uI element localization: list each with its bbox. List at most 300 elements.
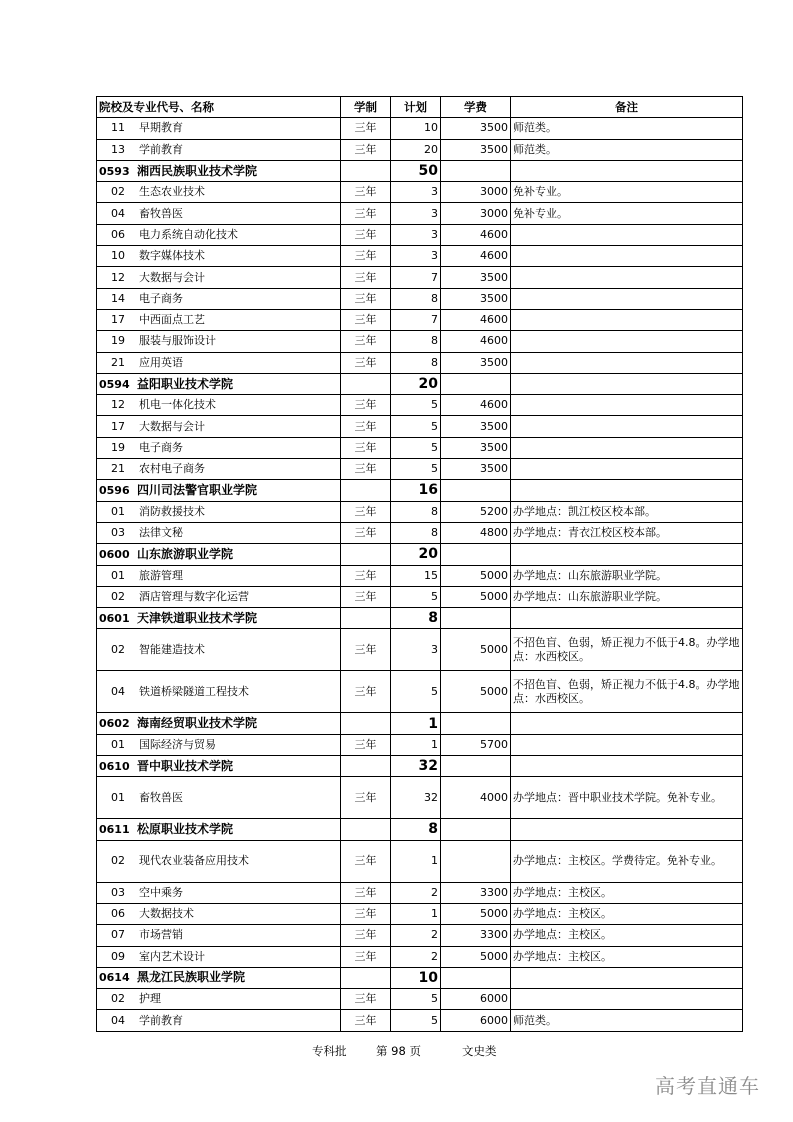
major-row (97, 522, 743, 543)
major-code: 12 (111, 270, 125, 284)
school-name-cell (97, 480, 341, 501)
major-row (97, 416, 743, 437)
major-code: 01 (111, 737, 125, 751)
plan-count-cell: 5 (391, 416, 441, 437)
tuition-cell: 3000 (441, 182, 511, 203)
major-name-cell (97, 671, 341, 713)
major-name-cell (97, 416, 341, 437)
tuition-cell: 4000 (441, 777, 511, 819)
duration-cell (341, 480, 391, 501)
major-code: 02 (111, 642, 125, 656)
remarks-cell (511, 352, 743, 373)
school-row (97, 819, 743, 840)
table-header-row (97, 97, 743, 118)
remarks-cell: 办学地点：主校区。 (511, 903, 743, 924)
school-name: 湘西民族职业技术学院 (137, 163, 258, 178)
major-name-cell (97, 903, 341, 924)
plan-count-cell: 5 (391, 1010, 441, 1031)
duration-cell (341, 160, 391, 181)
duration-cell: 三年 (341, 989, 391, 1010)
major-name: 酒店管理与数字化运营 (139, 589, 249, 603)
duration-cell: 三年 (341, 288, 391, 309)
major-row (97, 352, 743, 373)
duration-cell (341, 608, 391, 629)
plan-count-cell: 5 (391, 395, 441, 416)
school-code: 0601 (99, 611, 130, 625)
tuition-cell: 5000 (441, 946, 511, 967)
major-name-cell (97, 777, 341, 819)
plan-count-cell: 2 (391, 925, 441, 946)
major-code: 17 (111, 313, 125, 327)
remarks-cell (511, 989, 743, 1010)
duration-cell (341, 544, 391, 565)
duration-cell: 三年 (341, 139, 391, 160)
tuition-cell: 3500 (441, 267, 511, 288)
footer-batch: 专科批 (312, 1044, 347, 1058)
major-code: 04 (111, 684, 125, 698)
school-name-cell (97, 967, 341, 988)
plan-count-cell: 5 (391, 671, 441, 713)
plan-count-cell: 5 (391, 437, 441, 458)
major-name: 护理 (139, 992, 161, 1006)
major-row (97, 331, 743, 352)
duration-cell (341, 819, 391, 840)
tuition-cell (441, 544, 511, 565)
major-name-cell (97, 522, 341, 543)
remarks-cell (511, 713, 743, 734)
school-name: 天津铁道职业技术学院 (137, 610, 258, 625)
major-row (97, 288, 743, 309)
major-name-cell (97, 586, 341, 607)
major-name: 大数据与会计 (139, 270, 205, 284)
major-code: 10 (111, 249, 125, 263)
duration-cell: 三年 (341, 437, 391, 458)
remarks-cell (511, 459, 743, 480)
remarks-cell (511, 480, 743, 501)
major-name-cell (97, 734, 341, 755)
duration-cell (341, 756, 391, 777)
school-name: 山东旅游职业学院 (137, 546, 234, 561)
remarks-cell: 办学地点：山东旅游职业学院。 (511, 565, 743, 586)
remarks-cell: 办学地点：凯江校区校本部。 (511, 501, 743, 522)
major-row (97, 182, 743, 203)
major-row (97, 246, 743, 267)
tuition-cell: 3500 (441, 437, 511, 458)
duration-cell (341, 713, 391, 734)
remarks-cell (511, 224, 743, 245)
tuition-cell: 4600 (441, 395, 511, 416)
tuition-cell: 4600 (441, 331, 511, 352)
major-name-cell (97, 139, 341, 160)
remarks-cell (511, 967, 743, 988)
school-row (97, 756, 743, 777)
major-name-cell (97, 989, 341, 1010)
duration-cell: 三年 (341, 501, 391, 522)
remarks-cell: 办学地点：主校区。 (511, 925, 743, 946)
tuition-cell: 3500 (441, 288, 511, 309)
major-name-cell (97, 565, 341, 586)
major-code: 19 (111, 440, 125, 454)
major-code: 01 (111, 504, 125, 518)
major-code: 06 (111, 907, 125, 921)
plan-count-cell: 8 (391, 501, 441, 522)
duration-cell (341, 373, 391, 394)
major-row (97, 734, 743, 755)
school-name: 晋中职业技术学院 (137, 758, 234, 773)
plan-count-cell: 8 (391, 288, 441, 309)
major-name-cell (97, 288, 341, 309)
major-row (97, 267, 743, 288)
major-name: 智能建造技术 (139, 642, 205, 656)
plan-count-cell: 1 (391, 713, 441, 734)
duration-cell: 三年 (341, 459, 391, 480)
tuition-cell: 3500 (441, 118, 511, 139)
remarks-cell (511, 373, 743, 394)
plan-count-cell: 8 (391, 331, 441, 352)
tuition-cell: 3300 (441, 882, 511, 903)
remarks-cell (511, 819, 743, 840)
remarks-cell: 免补专业。 (511, 182, 743, 203)
remarks-cell (511, 331, 743, 352)
tuition-cell: 3500 (441, 459, 511, 480)
duration-cell: 三年 (341, 331, 391, 352)
tuition-cell (441, 480, 511, 501)
major-name-cell (97, 331, 341, 352)
school-row (97, 608, 743, 629)
duration-cell: 三年 (341, 1010, 391, 1031)
major-code: 01 (111, 568, 125, 582)
major-name: 电子商务 (139, 440, 183, 454)
plan-count-cell: 20 (391, 139, 441, 160)
duration-cell: 三年 (341, 629, 391, 671)
major-code: 07 (111, 928, 125, 942)
duration-cell: 三年 (341, 224, 391, 245)
duration-cell: 三年 (341, 882, 391, 903)
duration-cell: 三年 (341, 352, 391, 373)
major-row (97, 840, 743, 882)
duration-cell: 三年 (341, 903, 391, 924)
major-row (97, 309, 743, 330)
major-name: 消防救援技术 (139, 504, 205, 518)
remarks-cell (511, 288, 743, 309)
school-name: 黑龙江民族职业学院 (137, 970, 246, 985)
major-name: 电力系统自动化技术 (139, 227, 238, 241)
major-code: 03 (111, 526, 125, 540)
remarks-cell (511, 395, 743, 416)
major-name-cell (97, 946, 341, 967)
major-row (97, 565, 743, 586)
major-code: 21 (111, 462, 125, 476)
tuition-cell (441, 160, 511, 181)
plan-count-cell: 8 (391, 819, 441, 840)
major-name-cell (97, 395, 341, 416)
tuition-cell: 3500 (441, 139, 511, 160)
tuition-cell: 4600 (441, 246, 511, 267)
major-row (97, 203, 743, 224)
duration-cell: 三年 (341, 946, 391, 967)
tuition-cell: 6000 (441, 989, 511, 1010)
remarks-cell: 师范类。 (511, 1010, 743, 1031)
school-name-cell (97, 608, 341, 629)
major-code: 04 (111, 1013, 125, 1027)
duration-cell: 三年 (341, 267, 391, 288)
major-name: 机电一体化技术 (139, 398, 216, 412)
tuition-cell: 5000 (441, 629, 511, 671)
table-body (97, 118, 743, 1031)
major-row (97, 903, 743, 924)
plan-count-cell: 3 (391, 629, 441, 671)
major-code: 02 (111, 854, 125, 868)
plan-count-cell: 16 (391, 480, 441, 501)
major-row (97, 459, 743, 480)
tuition-cell (441, 713, 511, 734)
major-row (97, 139, 743, 160)
plan-count-cell: 7 (391, 309, 441, 330)
plan-count-cell: 3 (391, 182, 441, 203)
header-remarks: 备注 (511, 97, 743, 118)
duration-cell: 三年 (341, 416, 391, 437)
tuition-cell: 5000 (441, 903, 511, 924)
plan-count-cell: 8 (391, 608, 441, 629)
remarks-cell (511, 756, 743, 777)
tuition-cell: 3000 (441, 203, 511, 224)
duration-cell: 三年 (341, 395, 391, 416)
plan-count-cell: 3 (391, 203, 441, 224)
school-name-cell (97, 373, 341, 394)
plan-count-cell: 20 (391, 544, 441, 565)
major-code: 03 (111, 885, 125, 899)
major-name-cell (97, 182, 341, 203)
major-name: 数字媒体技术 (139, 249, 205, 263)
major-row (97, 395, 743, 416)
duration-cell: 三年 (341, 203, 391, 224)
tuition-cell: 5000 (441, 586, 511, 607)
tuition-cell (441, 840, 511, 882)
remarks-cell: 办学地点：山东旅游职业学院。 (511, 586, 743, 607)
watermark: 高考直通车 (655, 1074, 760, 1098)
plan-count-cell: 5 (391, 989, 441, 1010)
major-name-cell (97, 459, 341, 480)
major-name-cell (97, 629, 341, 671)
duration-cell: 三年 (341, 522, 391, 543)
major-name: 旅游管理 (139, 568, 183, 582)
plan-count-cell: 15 (391, 565, 441, 586)
major-code: 02 (111, 185, 125, 199)
major-row (97, 882, 743, 903)
header-tuition: 学费 (441, 97, 511, 118)
school-code: 0600 (99, 547, 130, 561)
major-row (97, 946, 743, 967)
duration-cell: 三年 (341, 118, 391, 139)
school-name: 益阳职业技术学院 (137, 376, 234, 391)
remarks-cell (511, 437, 743, 458)
major-name: 现代农业装备应用技术 (139, 854, 249, 868)
tuition-cell (441, 819, 511, 840)
major-name-cell (97, 224, 341, 245)
major-name: 应用英语 (139, 355, 183, 369)
school-name-cell (97, 756, 341, 777)
tuition-cell: 4600 (441, 224, 511, 245)
header-duration: 学制 (341, 97, 391, 118)
major-name-cell (97, 246, 341, 267)
major-name: 生态农业技术 (139, 185, 205, 199)
admission-plan-table (96, 96, 743, 1032)
major-row (97, 437, 743, 458)
major-name-cell (97, 309, 341, 330)
major-row (97, 777, 743, 819)
tuition-cell: 6000 (441, 1010, 511, 1031)
school-name: 四川司法警官职业学院 (137, 482, 258, 497)
major-name: 早期教育 (139, 121, 183, 135)
major-name-cell (97, 1010, 341, 1031)
duration-cell (341, 967, 391, 988)
major-name-cell (97, 882, 341, 903)
remarks-cell (511, 416, 743, 437)
major-code: 01 (111, 790, 125, 804)
duration-cell: 三年 (341, 671, 391, 713)
school-row (97, 480, 743, 501)
tuition-cell: 5200 (441, 501, 511, 522)
footer-category: 文史类 (462, 1044, 497, 1058)
major-name-cell (97, 203, 341, 224)
remarks-cell (511, 309, 743, 330)
major-name: 畜牧兽医 (139, 206, 183, 220)
school-row (97, 967, 743, 988)
major-row (97, 989, 743, 1010)
plan-count-cell: 7 (391, 267, 441, 288)
major-name: 国际经济与贸易 (139, 737, 216, 751)
major-row (97, 925, 743, 946)
major-name-cell (97, 267, 341, 288)
tuition-cell (441, 967, 511, 988)
major-code: 21 (111, 355, 125, 369)
major-code: 13 (111, 142, 125, 156)
tuition-cell: 4800 (441, 522, 511, 543)
plan-count-cell: 50 (391, 160, 441, 181)
major-name-cell (97, 118, 341, 139)
tuition-cell (441, 373, 511, 394)
plan-count-cell: 32 (391, 756, 441, 777)
tuition-cell: 4600 (441, 309, 511, 330)
duration-cell: 三年 (341, 586, 391, 607)
school-name-cell (97, 713, 341, 734)
remarks-cell (511, 734, 743, 755)
plan-count-cell: 10 (391, 967, 441, 988)
school-row (97, 713, 743, 734)
remarks-cell: 办学地点：主校区。 (511, 946, 743, 967)
major-code: 02 (111, 992, 125, 1006)
tuition-cell: 5700 (441, 734, 511, 755)
school-code: 0614 (99, 971, 130, 985)
major-name: 电子商务 (139, 291, 183, 305)
major-name: 市场营销 (139, 928, 183, 942)
duration-cell: 三年 (341, 925, 391, 946)
remarks-cell: 办学地点：主校区。学费待定。免补专业。 (511, 840, 743, 882)
major-code: 09 (111, 949, 125, 963)
plan-count-cell: 32 (391, 777, 441, 819)
major-name: 学前教育 (139, 142, 183, 156)
major-name-cell (97, 437, 341, 458)
major-row (97, 118, 743, 139)
major-name: 铁道桥梁隧道工程技术 (139, 684, 249, 698)
major-row (97, 501, 743, 522)
remarks-cell: 师范类。 (511, 139, 743, 160)
duration-cell: 三年 (341, 734, 391, 755)
plan-count-cell: 2 (391, 882, 441, 903)
tuition-cell (441, 756, 511, 777)
major-name: 中西面点工艺 (139, 313, 205, 327)
plan-count-cell: 1 (391, 840, 441, 882)
duration-cell: 三年 (341, 565, 391, 586)
major-row (97, 224, 743, 245)
tuition-cell: 5000 (441, 565, 511, 586)
major-row (97, 629, 743, 671)
major-code: 11 (111, 121, 125, 135)
major-code: 04 (111, 206, 125, 220)
remarks-cell (511, 544, 743, 565)
school-row (97, 544, 743, 565)
school-code: 0593 (99, 164, 130, 178)
major-row (97, 1010, 743, 1031)
remarks-cell (511, 267, 743, 288)
plan-count-cell: 8 (391, 522, 441, 543)
major-name: 大数据与会计 (139, 419, 205, 433)
major-code: 19 (111, 334, 125, 348)
duration-cell: 三年 (341, 246, 391, 267)
school-name-cell (97, 160, 341, 181)
plan-count-cell: 3 (391, 224, 441, 245)
header-plan: 计划 (391, 97, 441, 118)
duration-cell: 三年 (341, 309, 391, 330)
tuition-cell (441, 608, 511, 629)
major-code: 12 (111, 398, 125, 412)
remarks-cell: 不招色盲、色弱，矫正视力不低于4.8。办学地点：水西校区。 (511, 671, 743, 713)
tuition-cell: 5000 (441, 671, 511, 713)
major-name: 法律文秘 (139, 526, 183, 540)
major-name: 室内艺术设计 (139, 949, 205, 963)
remarks-cell (511, 608, 743, 629)
tuition-cell: 3500 (441, 416, 511, 437)
tuition-cell: 3500 (441, 352, 511, 373)
school-code: 0596 (99, 483, 130, 497)
remarks-cell: 不招色盲、色弱，矫正视力不低于4.8。办学地点：水西校区。 (511, 629, 743, 671)
header-name: 院校及专业代号、名称 (97, 97, 341, 118)
duration-cell: 三年 (341, 840, 391, 882)
remarks-cell (511, 246, 743, 267)
school-code: 0610 (99, 759, 130, 773)
major-name-cell (97, 501, 341, 522)
major-name: 畜牧兽医 (139, 790, 183, 804)
major-name: 农村电子商务 (139, 462, 205, 476)
major-name: 大数据技术 (139, 907, 194, 921)
major-code: 02 (111, 589, 125, 603)
remarks-cell: 师范类。 (511, 118, 743, 139)
plan-count-cell: 5 (391, 459, 441, 480)
plan-count-cell: 20 (391, 373, 441, 394)
plan-count-cell: 3 (391, 246, 441, 267)
plan-count-cell: 2 (391, 946, 441, 967)
school-name-cell (97, 819, 341, 840)
duration-cell: 三年 (341, 182, 391, 203)
school-name: 海南经贸职业技术学院 (137, 716, 258, 731)
major-name: 服装与服饰设计 (139, 334, 216, 348)
duration-cell: 三年 (341, 777, 391, 819)
major-name-cell (97, 925, 341, 946)
plan-count-cell: 1 (391, 903, 441, 924)
plan-count-cell: 10 (391, 118, 441, 139)
school-code: 0602 (99, 717, 130, 731)
footer-page-number: 第 98 页 (376, 1044, 421, 1058)
